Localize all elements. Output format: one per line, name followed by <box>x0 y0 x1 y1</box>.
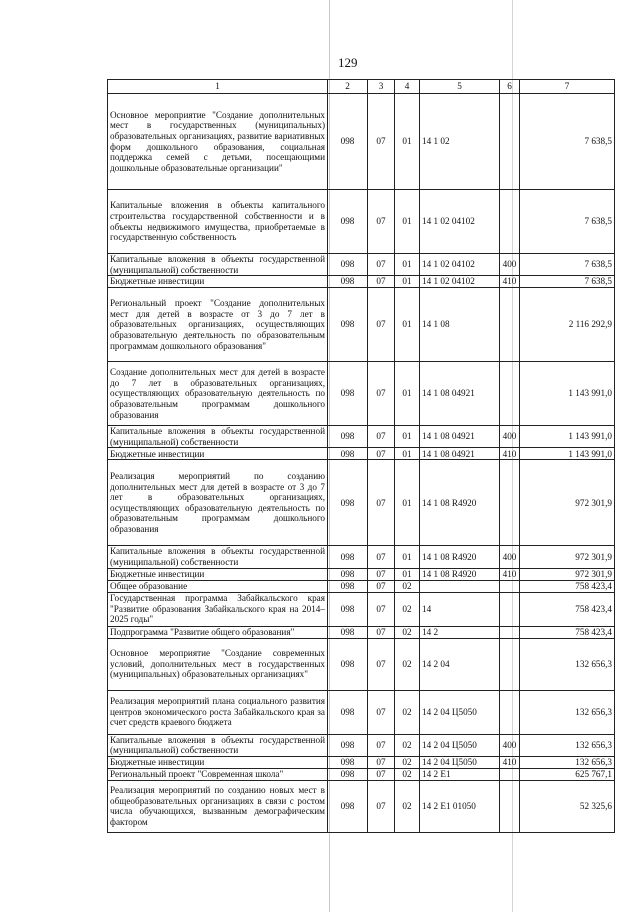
table-row <box>108 756 615 768</box>
amount-cell: 132 656,3 <box>520 734 615 756</box>
table-row <box>108 626 615 638</box>
section-code-cell: 07 <box>368 362 395 426</box>
row-name-cell: Подпрограмма "Развитие общего образования" <box>108 626 328 638</box>
ministry-code-cell: 098 <box>328 426 368 448</box>
subsection-code-cell: 02 <box>395 780 420 832</box>
ministry-code-cell: 098 <box>328 288 368 362</box>
amount-cell: 52 325,6 <box>520 780 615 832</box>
target-article-cell: 14 1 08 04921 <box>420 362 500 426</box>
expense-type-cell: 400 <box>500 426 520 448</box>
expense-type-cell <box>500 580 520 592</box>
target-article-cell: 14 2 04 Ц5050 <box>420 690 500 734</box>
row-name-cell: Бюджетные инвестиции <box>108 448 328 460</box>
expense-type-cell: 400 <box>500 254 520 276</box>
section-code-cell: 07 <box>368 580 395 592</box>
target-article-cell: 14 1 08 R4920 <box>420 546 500 568</box>
target-article-cell: 14 1 08 04921 <box>420 448 500 460</box>
target-article-cell: 14 2 E1 01050 <box>420 780 500 832</box>
ministry-code-cell: 098 <box>328 190 368 254</box>
column-header: 4 <box>395 80 420 94</box>
expense-type-cell <box>500 690 520 734</box>
expense-type-cell: 410 <box>500 568 520 580</box>
ministry-code-cell: 098 <box>328 626 368 638</box>
table-row <box>108 780 615 832</box>
amount-cell: 1 143 991,0 <box>520 426 615 448</box>
target-article-cell <box>420 580 500 592</box>
row-name-cell: Бюджетные инвестиции <box>108 756 328 768</box>
section-code-cell: 07 <box>368 568 395 580</box>
subsection-code-cell: 01 <box>395 448 420 460</box>
section-code-cell: 07 <box>368 276 395 288</box>
expense-type-cell: 410 <box>500 756 520 768</box>
target-article-cell: 14 1 08 <box>420 288 500 362</box>
subsection-code-cell: 01 <box>395 460 420 546</box>
ministry-code-cell: 098 <box>328 638 368 690</box>
ministry-code-cell: 098 <box>328 568 368 580</box>
target-article-cell: 14 2 04 Ц5050 <box>420 756 500 768</box>
section-code-cell: 07 <box>368 756 395 768</box>
subsection-code-cell: 01 <box>395 276 420 288</box>
subsection-code-cell: 01 <box>395 568 420 580</box>
page-number: 129 <box>338 55 358 70</box>
section-code-cell: 07 <box>368 448 395 460</box>
amount-cell: 972 301,9 <box>520 460 615 546</box>
table-row <box>108 362 615 426</box>
row-name-cell: Реализация мероприятий по созданию новых мест в общеобразовательных организациях в связи с ростом числа обучающихся, вызванным демографическим фактором <box>108 780 328 832</box>
ministry-code-cell: 098 <box>328 768 368 780</box>
table-row <box>108 276 615 288</box>
subsection-code-cell: 01 <box>395 288 420 362</box>
subsection-code-cell: 02 <box>395 690 420 734</box>
amount-cell: 7 638,5 <box>520 190 615 254</box>
expense-type-cell: 400 <box>500 546 520 568</box>
subsection-code-cell: 01 <box>395 254 420 276</box>
subsection-code-cell: 02 <box>395 638 420 690</box>
row-name-cell: Капитальные вложения в объекты государственной (муниципальной) собственности <box>108 426 328 448</box>
table-row <box>108 460 615 546</box>
ministry-code-cell: 098 <box>328 690 368 734</box>
section-code-cell: 07 <box>368 460 395 546</box>
amount-cell: 132 656,3 <box>520 690 615 734</box>
row-name-cell: Бюджетные инвестиции <box>108 276 328 288</box>
row-name-cell: Государственная программа Забайкальского края "Развитие образования Забайкальского края на 2014–2025 годы" <box>108 592 328 626</box>
section-code-cell: 07 <box>368 768 395 780</box>
subsection-code-cell: 02 <box>395 592 420 626</box>
table-body <box>108 94 615 833</box>
amount-cell: 758 423,4 <box>520 580 615 592</box>
budget-table <box>107 79 615 833</box>
section-code-cell: 07 <box>368 690 395 734</box>
subsection-code-cell: 02 <box>395 756 420 768</box>
amount-cell: 7 638,5 <box>520 254 615 276</box>
expense-type-cell <box>500 768 520 780</box>
table-row <box>108 190 615 254</box>
row-name-cell: Капитальные вложения в объекты государственной (муниципальной) собственности <box>108 734 328 756</box>
column-header: 7 <box>520 80 615 94</box>
target-article-cell: 14 2 04 <box>420 638 500 690</box>
section-code-cell: 07 <box>368 638 395 690</box>
section-code-cell: 07 <box>368 288 395 362</box>
row-name-cell: Реализация мероприятий плана социального развития центров экономического роста Забайкальского края за счет средств краевого бюджета <box>108 690 328 734</box>
table-row <box>108 546 615 568</box>
ministry-code-cell: 098 <box>328 592 368 626</box>
expense-type-cell <box>500 94 520 190</box>
table-row <box>108 288 615 362</box>
expense-type-cell <box>500 626 520 638</box>
expense-type-cell <box>500 592 520 626</box>
subsection-code-cell: 01 <box>395 426 420 448</box>
expense-type-cell: 410 <box>500 276 520 288</box>
expense-type-cell <box>500 460 520 546</box>
row-name-cell: Создание дополнительных мест для детей в возрасте до 7 лет в образовательных организациях, осуществляющих образовательную деятельность по образовательным программам дошкольного образования <box>108 362 328 426</box>
table-row <box>108 448 615 460</box>
target-article-cell: 14 1 02 04102 <box>420 254 500 276</box>
subsection-code-cell: 01 <box>395 190 420 254</box>
table-row <box>108 254 615 276</box>
amount-cell: 7 638,5 <box>520 94 615 190</box>
amount-cell: 132 656,3 <box>520 756 615 768</box>
section-code-cell: 07 <box>368 734 395 756</box>
table-row <box>108 768 615 780</box>
column-header: 2 <box>328 80 368 94</box>
row-name-cell: Основное мероприятие "Создание современных условий, дополнительных мест в государственных (муниципальных) образовательных организациях" <box>108 638 328 690</box>
section-code-cell: 07 <box>368 254 395 276</box>
row-name-cell: Капитальные вложения в объекты государственной (муниципальной) собственности <box>108 254 328 276</box>
row-name-cell: Основное мероприятие "Создание дополнительных мест в государственных (муниципальных) образовательных организациях, развитие вариативных форм дошкольного образования, социальная поддержка семей с детьми, посещающими дошкольные образовательные организации" <box>108 94 328 190</box>
ministry-code-cell: 098 <box>328 448 368 460</box>
row-name-cell: Региональный проект "Создание дополнительных мест для детей в возрасте от 3 до 7 лет в образовательных организациях, осуществляющих образовательную деятельность по образовательным программам дошкольного образования" <box>108 288 328 362</box>
expense-type-cell: 410 <box>500 448 520 460</box>
target-article-cell: 14 1 02 04102 <box>420 276 500 288</box>
amount-cell: 132 656,3 <box>520 638 615 690</box>
subsection-code-cell: 02 <box>395 626 420 638</box>
expense-type-cell <box>500 638 520 690</box>
subsection-code-cell: 02 <box>395 768 420 780</box>
ministry-code-cell: 098 <box>328 94 368 190</box>
target-article-cell: 14 2 E1 <box>420 768 500 780</box>
row-name-cell: Реализация мероприятий по созданию дополнительных мест для детей в возрасте от 3 до 7 лет в образовательных организациях, осуществляющих образовательную деятельность по образовательным программам дошкольного образования <box>108 460 328 546</box>
ministry-code-cell: 098 <box>328 460 368 546</box>
target-article-cell: 14 2 04 Ц5050 <box>420 734 500 756</box>
subsection-code-cell: 02 <box>395 580 420 592</box>
column-header: 3 <box>368 80 395 94</box>
expense-type-cell: 400 <box>500 734 520 756</box>
section-code-cell: 07 <box>368 780 395 832</box>
header-row <box>108 80 615 94</box>
expense-type-cell <box>500 362 520 426</box>
ministry-code-cell: 098 <box>328 276 368 288</box>
target-article-cell: 14 <box>420 592 500 626</box>
ministry-code-cell: 098 <box>328 546 368 568</box>
target-article-cell: 14 1 02 04102 <box>420 190 500 254</box>
target-article-cell: 14 1 08 R4920 <box>420 568 500 580</box>
subsection-code-cell: 02 <box>395 734 420 756</box>
amount-cell: 7 638,5 <box>520 276 615 288</box>
row-name-cell: Общее образование <box>108 580 328 592</box>
table-row <box>108 690 615 734</box>
section-code-cell: 07 <box>368 426 395 448</box>
table-row <box>108 638 615 690</box>
amount-cell: 2 116 292,9 <box>520 288 615 362</box>
subsection-code-cell: 01 <box>395 546 420 568</box>
section-code-cell: 07 <box>368 190 395 254</box>
ministry-code-cell: 098 <box>328 254 368 276</box>
amount-cell: 625 767,1 <box>520 768 615 780</box>
expense-type-cell <box>500 190 520 254</box>
ministry-code-cell: 098 <box>328 362 368 426</box>
ministry-code-cell: 098 <box>328 580 368 592</box>
amount-cell: 758 423,4 <box>520 626 615 638</box>
expense-type-cell <box>500 780 520 832</box>
column-header: 5 <box>420 80 500 94</box>
table-row <box>108 568 615 580</box>
amount-cell: 972 301,9 <box>520 546 615 568</box>
target-article-cell: 14 1 08 04921 <box>420 426 500 448</box>
section-code-cell: 07 <box>368 592 395 626</box>
row-name-cell: Капитальные вложения в объекты государственной (муниципальной) собственности <box>108 546 328 568</box>
ministry-code-cell: 098 <box>328 756 368 768</box>
row-name-cell: Капитальные вложения в объекты капитального строительства государственной собственности и в объекты недвижимого имущества, приобретаемые в государственную собственность <box>108 190 328 254</box>
section-code-cell: 07 <box>368 546 395 568</box>
section-code-cell: 07 <box>368 626 395 638</box>
target-article-cell: 14 1 08 R4920 <box>420 460 500 546</box>
section-code-cell: 07 <box>368 94 395 190</box>
amount-cell: 1 143 991,0 <box>520 362 615 426</box>
row-name-cell: Региональный проект "Современная школа" <box>108 768 328 780</box>
table-row <box>108 94 615 190</box>
row-name-cell: Бюджетные инвестиции <box>108 568 328 580</box>
amount-cell: 1 143 991,0 <box>520 448 615 460</box>
column-header: 1 <box>108 80 328 94</box>
expense-type-cell <box>500 288 520 362</box>
ministry-code-cell: 098 <box>328 734 368 756</box>
amount-cell: 972 301,9 <box>520 568 615 580</box>
table-row <box>108 592 615 626</box>
target-article-cell: 14 1 02 <box>420 94 500 190</box>
amount-cell: 758 423,4 <box>520 592 615 626</box>
table-row <box>108 426 615 448</box>
ministry-code-cell: 098 <box>328 780 368 832</box>
table-row <box>108 734 615 756</box>
target-article-cell: 14 2 <box>420 626 500 638</box>
subsection-code-cell: 01 <box>395 94 420 190</box>
table-row <box>108 580 615 592</box>
column-header: 6 <box>500 80 520 94</box>
subsection-code-cell: 01 <box>395 362 420 426</box>
